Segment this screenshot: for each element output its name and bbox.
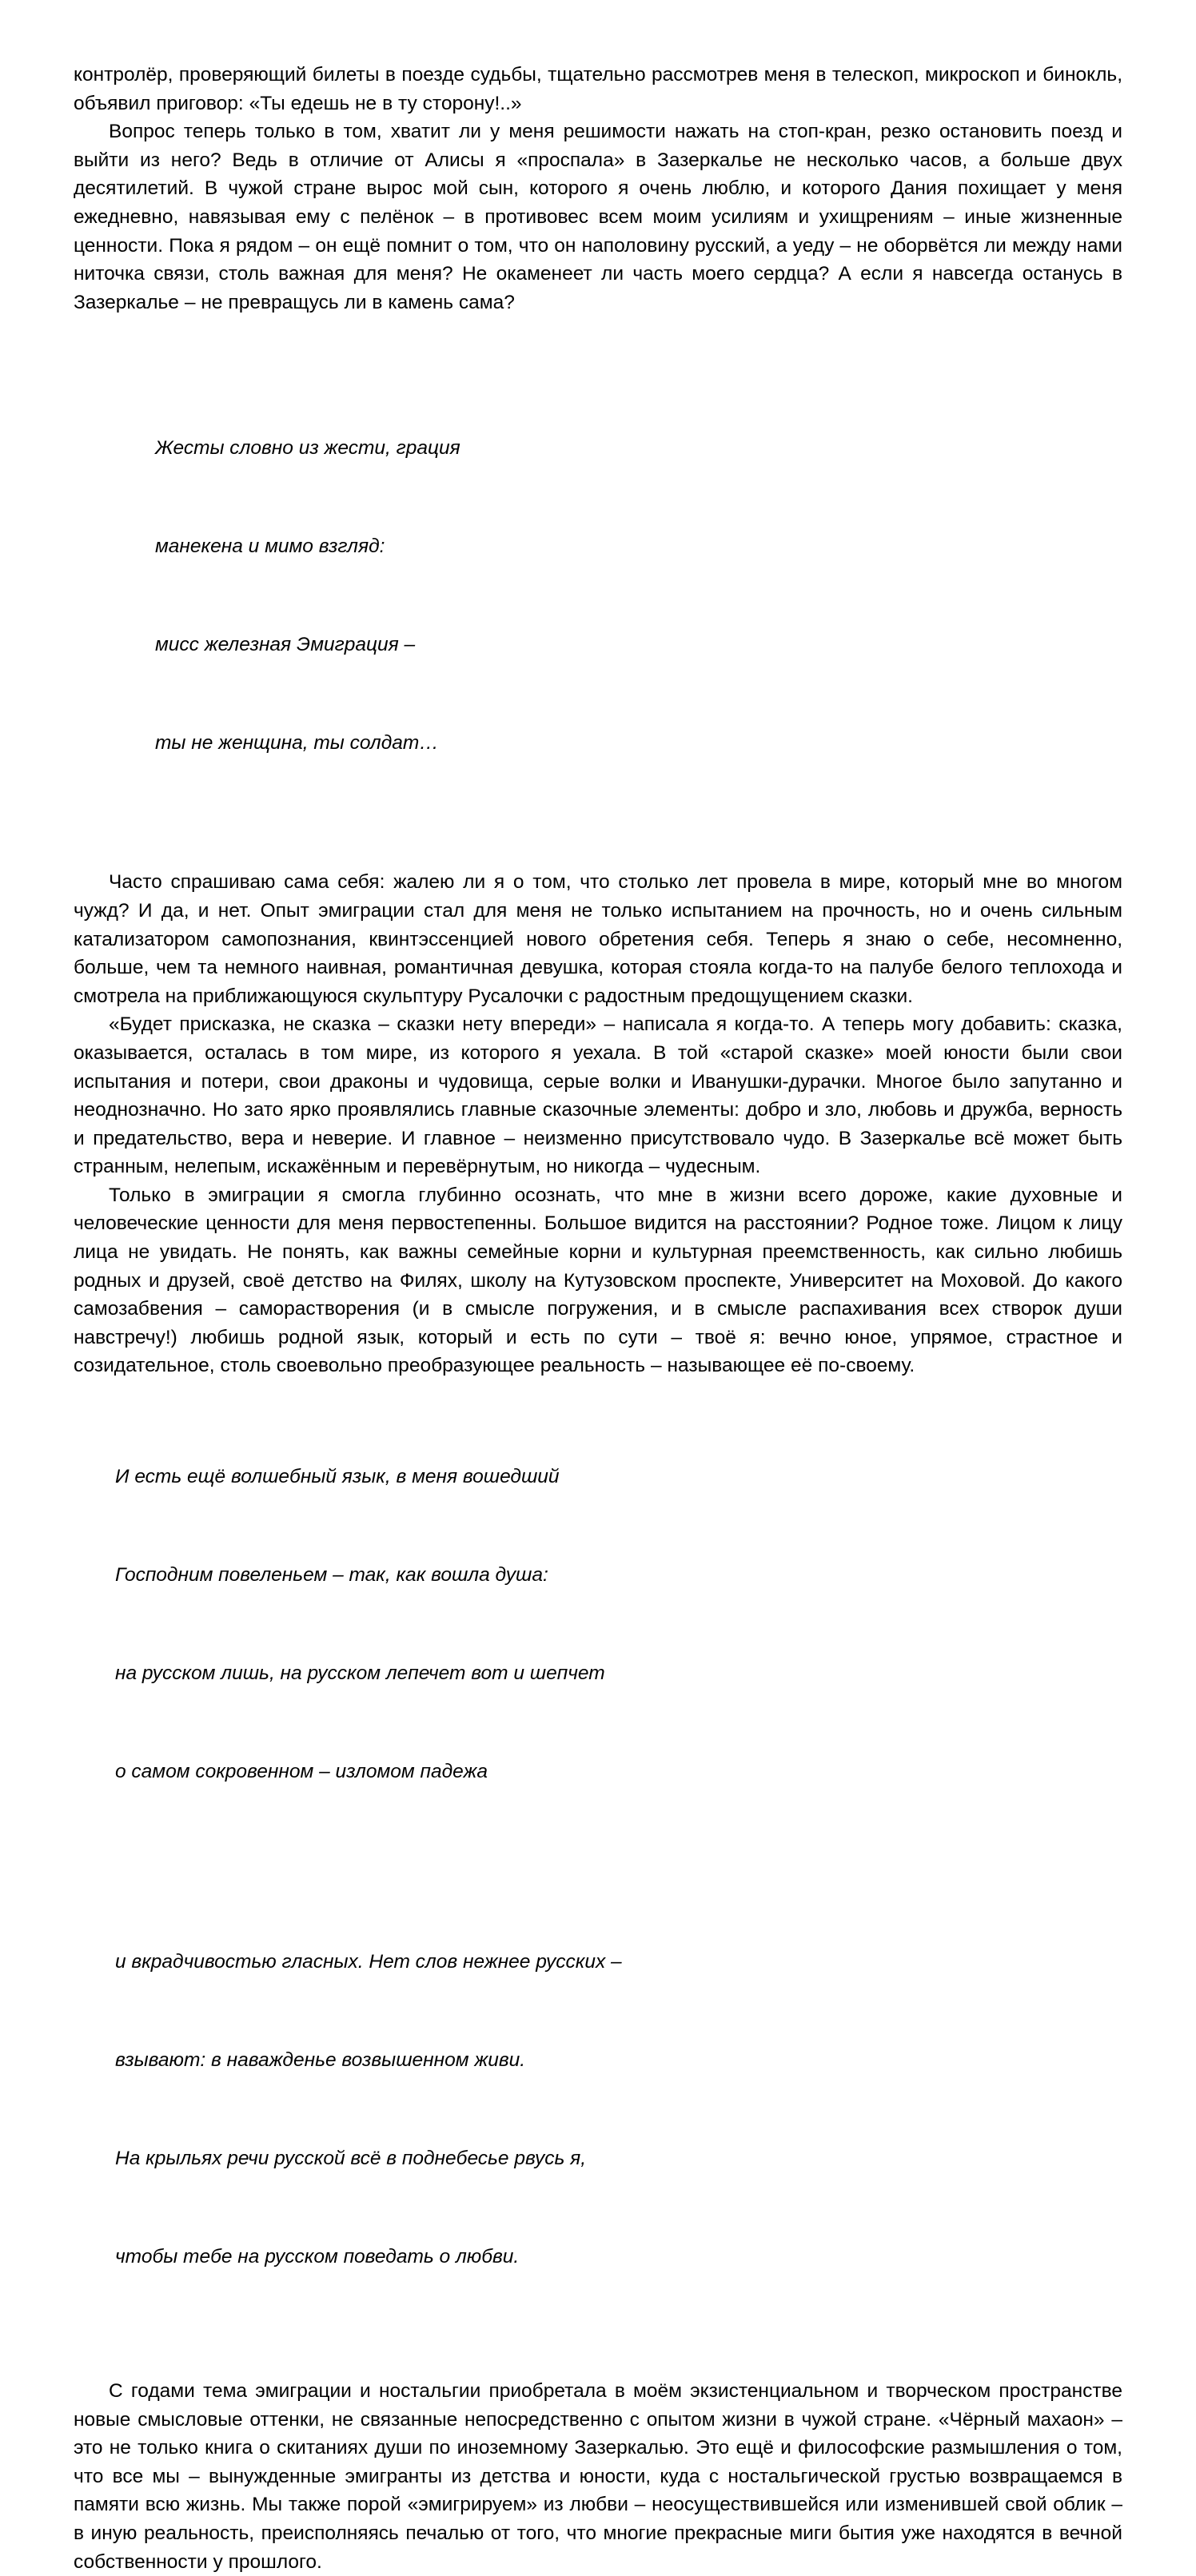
paragraph-only-in-emigration: Только в эмиграции я смогла глубинно осознать, что мне в жизни всего дороже, какие духовные и человеческие ценности для меня первостепенны. Большое видится на расстоянии? Родное тоже. Лицом к лицу лица не увидать. Не понять, как важны семейные корни и культурная преемственность, как сильно любишь родных и друзей, своё детство на Филях, школу на Кутузовском проспекте, Университет на Моховой. До какого самозабвения – саморастворения (и в смысле погружения, и в смысле распахивания всех створок души навстречу!) любишь родной язык, который и есть по сути – твоё я: вечно юное, упрямое, страстное и созидательное, столь своевольно преобразующее реальность – называющее её по-своему. xyxy=(74,1184,1122,1377)
verse-block-gestures xyxy=(74,366,1122,825)
verse-line: Господним повеленьем – так, как вошла душа: xyxy=(115,1564,548,1587)
paragraph-controller: контролёр, проверяющий билеты в поезде судьбы, тщательно рассмотрев меня в телескоп, микроскоп и бинокль, объявил приговор: «Ты едешь не в ту сторону!..» xyxy=(74,64,1122,114)
verse-spacer xyxy=(74,2339,1122,2377)
stanza-gap xyxy=(115,1853,1122,1880)
verse-line: о самом сокровенном – изломом падежа xyxy=(115,1761,488,1783)
paragraph-question: Вопрос теперь только в том, хватит ли у меня решимости нажать на стоп-кран, резко остановить поезд и выйти из него? Ведь в отличие от Алисы я «проспала» в Зазеркалье не несколько часов, а больше двух десятилетий. В чужой стране вырос мой сын, которого я очень люблю, и которого Дания похищает у меня ежедневно, навязывая ему с пелёнок – в противовес всем моим усилиям и ухищрениям – иные жизненные ценности. Пока я рядом – он ещё помнит о том, что он наполовину русский, а уеду – не оборвётся ли между нами ниточка связи, столь важная для меня? Не окаменеет ли часть моего сердца? А если я навсегда останусь в Зазеркалье – не превращусь ли в камень сама? xyxy=(74,121,1122,313)
verse-line: чтобы тебе на русском поведать о любви. xyxy=(115,2246,520,2268)
paragraph-over-the-years: С годами тема эмиграции и ностальгии приобретала в моём экзистенциальном и творческом пространстве новые смысловые оттенки, не связанные непосредственно с опытом жизни в чужой стране. «Чёрный махаон» – это не только книга о скитаниях души по иноземному Зазеркалью. Это ещё и философские размышления о том, что все мы – вынужденные эмигранты из детства и юности, куда с ностальгической грустью возвращаемся в памяти всю жизнь. Мы также порой «эмигрируем» из любви – неосуществившейся или изменившей свой облик – в иную реальность, преисполняясь печалью от того, что многие прекрасные миги бытия уже находятся в вечной собственности у прошлого. xyxy=(74,2380,1122,2573)
verse-line: мисс железная Эмиграция – xyxy=(155,634,416,656)
verse-line: ты не женщина, ты солдат… xyxy=(155,732,439,754)
verse-spacer xyxy=(74,825,1122,868)
paragraph-often-ask: Часто спрашиваю сама себя: жалею ли я о том, что столько лет провела в мире, который мне во многом чужд? И да, и нет. Опыт эмиграции стал для меня не только испытанием на прочность, но и очень сильным катализатором самопознания, квинтэссенцией нового обретения себя. Теперь я знаю о себе, несомненно, больше, чем та немного наивная, романтичная девушка, которая стояла когда-то на палубе белого теплохода и смотрела на приближающуюся скульптуру Русалочки с радостным предощущением сказки. xyxy=(74,871,1122,1007)
verse-line: И есть ещё волшебный язык, в меня вошедший xyxy=(115,1466,560,1488)
verse-line: Жесты словно из жести, грация xyxy=(155,437,460,460)
verse-line: и вкрадчивостью гласных. Нет слов нежнее русских – xyxy=(115,1951,622,1973)
verse-block-language xyxy=(74,1395,1122,2339)
verse-line: манекена и мимо взгляд: xyxy=(155,536,385,558)
verse-line: на русском лишь, на русском лепечет вот и шепчет xyxy=(115,1662,605,1685)
verse-line: взывают: в наважденье возвышенном живи. xyxy=(115,2049,526,2072)
page-content xyxy=(74,61,1122,2576)
verse-line: На крыльях речи русской всё в поднебесье рвусь я, xyxy=(115,2148,587,2170)
paragraph-fairy-tale: «Будет присказка, не сказка – сказки нету впереди» – написала я когда-то. А теперь могу добавить: сказка, оказывается, осталась в том мире, из которого я уехала. В той «старой сказке» моей юности были свои испытания и потери, свои драконы и чудовища, серые волки и Иванушки-дурачки. Многое было запутанно и неоднозначно. Но зато ярко проявлялись главные сказочные элементы: добро и зло, любовь и дружба, верность и предательство, вера и неверие. И главное – неизменно присутствовало чудо. В Зазеркалье всё может быть странным, нелепым, искажённым и перевёрнутым, но никогда – чудесным. xyxy=(74,1013,1122,1178)
